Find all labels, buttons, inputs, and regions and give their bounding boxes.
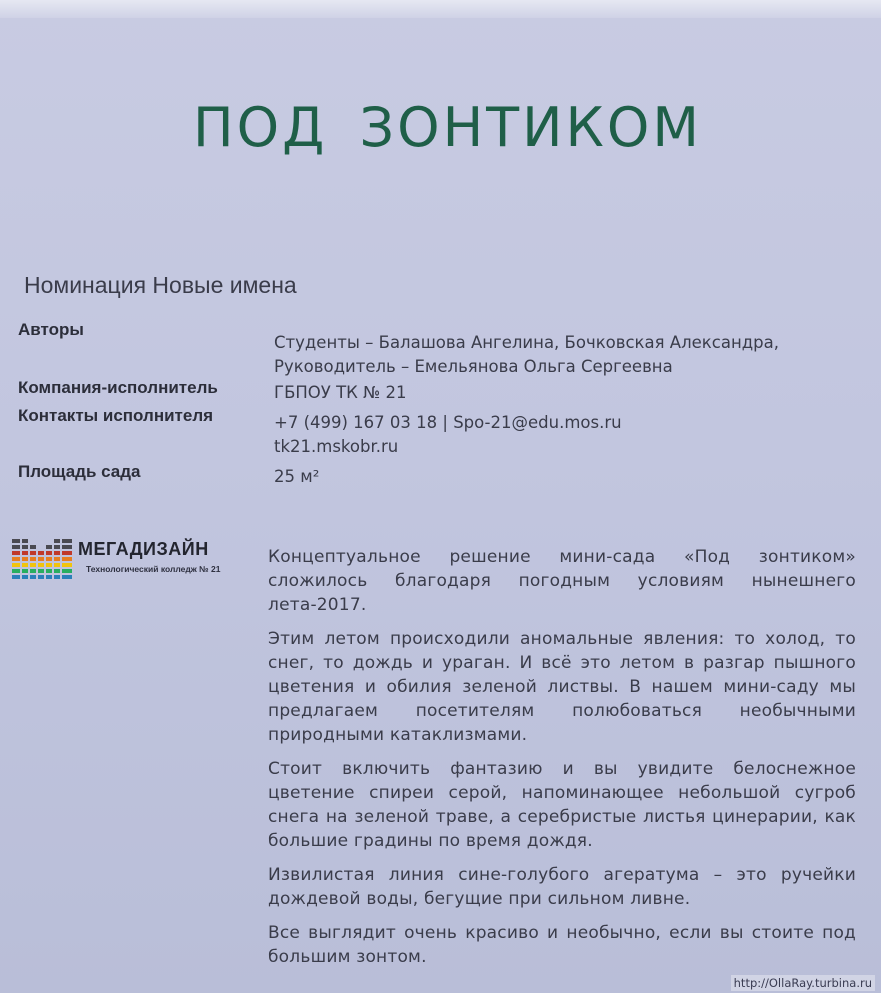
description-paragraph: Все выглядит очень красиво и необычно, если вы стоите под большим зонтом. (268, 923, 856, 967)
watermark: http://OllaRay.turbina.ru (731, 975, 875, 991)
logo-stripe (46, 569, 52, 573)
logo-stripe (12, 551, 20, 555)
logo-bars-icon (12, 539, 74, 581)
logo-stripe (38, 563, 44, 567)
sign-top-edge (0, 0, 881, 18)
logo-stripe (12, 539, 20, 543)
description-paragraph: Концептуальное решение мини-сада «Под зонтиком» сложилось благодаря погодным условиям нынешнего лета-2017. (268, 547, 856, 615)
logo-stripe (62, 545, 72, 549)
logo-stripe (30, 557, 36, 561)
logo-stripe (12, 563, 20, 567)
logo-stripe (54, 551, 60, 555)
description-paragraph: Этим летом происходили аномальные явления: то холод, то снег, то дождь и ураган. И всё это летом в разгар пышного цветения и обилия зеленой листвы. В нашем мини-саду мы предлагаем посетителям полюбоваться необычными природными катаклизмами. (268, 629, 856, 745)
description-paragraph: Извилистая линия сине-голубого агератума – это ручейки дождевой воды, бегущие при сильном ливне. (268, 865, 856, 909)
logo-stripe (30, 575, 36, 579)
logo-stripe (54, 539, 60, 543)
info-value: tk21.mskobr.ru (274, 437, 399, 456)
megadesign-logo (12, 537, 262, 585)
logo-stripe (46, 545, 52, 549)
logo-stripe (54, 557, 60, 561)
info-value: 25 м² (274, 467, 320, 486)
logo-stripe (54, 563, 60, 567)
logo-stripe (30, 569, 36, 573)
logo-stripe (22, 551, 28, 555)
logo-stripe (38, 551, 44, 555)
logo-stripe (62, 563, 72, 567)
sign-title: ПОД ЗОНТИКОМ (192, 96, 702, 159)
logo-brand: МЕГАДИЗАЙН (78, 539, 209, 559)
info-label: Площадь сада (18, 462, 141, 481)
logo-stripe (22, 563, 28, 567)
info-value: Руководитель – Емельянова Ольга Сергеевна (274, 357, 673, 376)
logo-stripe (62, 575, 72, 579)
info-value: +7 (499) 167 03 18 | Spo-21@edu.mos.ru (274, 413, 622, 432)
logo-stripe (38, 569, 44, 573)
logo-stripe (62, 569, 72, 573)
logo-stripe (12, 575, 20, 579)
logo-stripe (46, 557, 52, 561)
logo-stripe (22, 539, 28, 543)
info-label: Компания-исполнитель (18, 378, 218, 397)
logo-stripe (46, 563, 52, 567)
logo-stripe (54, 545, 60, 549)
logo-stripe (38, 575, 44, 579)
logo-stripe (22, 545, 28, 549)
description-paragraph: Стоит включить фантазию и вы увидите белоснежное цветение спиреи серой, напоминающее небольшой сугроб снега на зеленой траве, а серебристые листья цинерарии, как большие градины по время дождя. (268, 759, 856, 851)
logo-stripe (12, 557, 20, 561)
logo-stripe (62, 557, 72, 561)
logo-stripe (12, 569, 20, 573)
logo-stripe (12, 545, 20, 549)
info-value: Студенты – Балашова Ангелина, Бочковская Александра, (274, 333, 779, 352)
logo-stripe (30, 551, 36, 555)
logo-stripe (22, 575, 28, 579)
info-label: Авторы (18, 320, 84, 339)
logo-stripe (54, 569, 60, 573)
logo-stripe (30, 545, 36, 549)
logo-stripe (30, 563, 36, 567)
logo-stripe (22, 569, 28, 573)
description (268, 545, 856, 979)
logo-stripe (62, 539, 72, 543)
info-value: ГБПОУ ТК № 21 (274, 383, 407, 402)
logo-stripe (46, 575, 52, 579)
logo-stripe (62, 551, 72, 555)
logo-stripe (22, 557, 28, 561)
info-label: Контакты исполнителя (18, 406, 214, 425)
logo-subtitle: Технологический колледж № 21 (86, 564, 221, 574)
logo-stripe (54, 575, 60, 579)
logo-stripe (38, 557, 44, 561)
nomination-heading: Номинация Новые имена (24, 272, 297, 298)
logo-stripe (46, 551, 52, 555)
